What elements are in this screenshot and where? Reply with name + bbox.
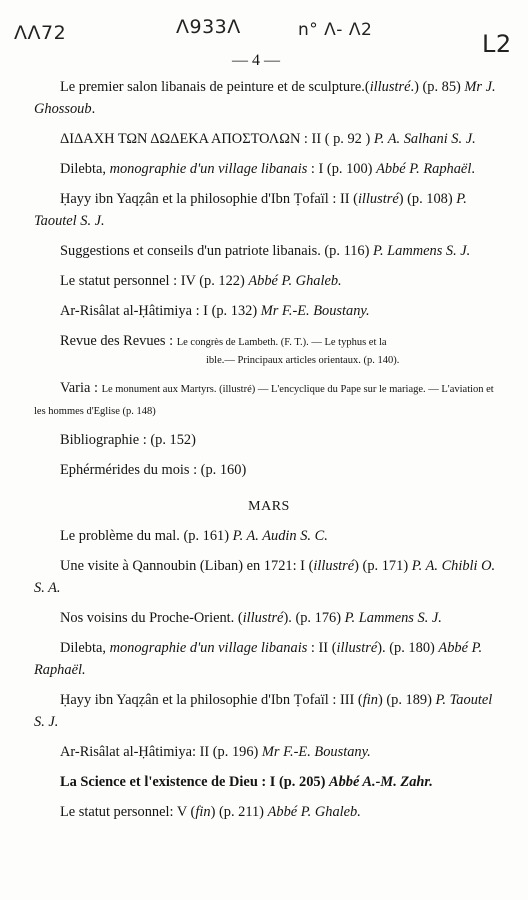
handwritten-note-right: L2: [482, 30, 512, 58]
handwritten-note-left: ɅɅ72: [14, 22, 67, 44]
handwritten-note-number: n° Ʌ- Ʌ2: [298, 20, 373, 40]
toc-entry: Le problème du mal. (p. 161) P. A. Audin S. C.: [60, 528, 328, 544]
toc-entry: Le statut personnel: V (fin) (p. 211) Abbé P. Ghaleb.: [60, 804, 361, 820]
toc-entry: Nos voisins du Proche-Orient. (illustré). (p. 176) P. Lammens S. J.: [60, 610, 442, 626]
toc-entry-revue: Revue des Revues : Le congrès de Lambeth. (F. T.). — Le typhus et la ible.— Principaux articles orientaux. (p. 140).: [60, 333, 400, 366]
toc-entry: Ḥayy ibn Yaqẓân et la philosophie d'Ibn Ṭofaïl : III (fin) (p. 189) P. Taoutel S. J.: [34, 692, 493, 730]
toc-entry: Dilebta, monographie d'un village libanais : I (p. 100) Abbé P. Raphaël.: [60, 161, 475, 177]
toc-entry: Ar-Risâlat al-Ḥâtimiya : I (p. 132) Mr F.-E. Boustany.: [60, 303, 370, 319]
toc-entry: Ḥayy ibn Yaqẓân et la philosophie d'Ibn Ṭofaïl : II (illustré) (p. 108) P. Taoutel S. J.: [34, 191, 467, 229]
toc-entry: Bibliographie : (p. 152): [60, 432, 196, 448]
handwritten-note-middle: Ʌ933Ʌ: [176, 16, 241, 38]
toc-entry: Le statut personnel : IV (p. 122) Abbé P. Ghaleb.: [60, 273, 342, 289]
toc-entry: Suggestions et conseils d'un patriote libanais. (p. 116) P. Lammens S. J.: [60, 243, 471, 259]
toc-entry: Ephérmérides du mois : (p. 160): [60, 462, 247, 478]
page-number: — 4 —: [232, 52, 280, 69]
toc-entry: ΔΙΔΑΧΗ ΤΩΝ ΔΩΔΕΚΑ ΑΠΟΣΤΟΛΩΝ : II ( p. 92 ) P. A. Salhani S. J.: [60, 131, 476, 147]
toc-entry: Ar-Risâlat al-Ḥâtimiya: II (p. 196) Mr F.-E. Boustany.: [60, 744, 371, 760]
toc-entry-varia: Varia : Le monument aux Martyrs. (illustré) — L'encyclique du Pape sur le mariage. — L'aviation et les hommes d'Eglise (p. 148): [34, 380, 494, 417]
toc-entry: La Science et l'existence de Dieu : I (p. 205) Abbé A.-M. Zahr.: [60, 774, 433, 790]
section-title-mars: MARS: [248, 499, 290, 514]
toc-entry: Une visite à Qannoubin (Liban) en 1721: I (illustré) (p. 171) P. A. Chibli O. S. A.: [34, 558, 496, 596]
toc-entry: Le premier salon libanais de peinture et de sculpture.(illustré.) (p. 85) Mr J. Ghossoub.: [34, 79, 496, 117]
toc-entry: Dilebta, monographie d'un village libanais : II (illustré). (p. 180) Abbé P. Raphaël.: [34, 640, 483, 678]
table-of-contents: [34, 76, 504, 831]
